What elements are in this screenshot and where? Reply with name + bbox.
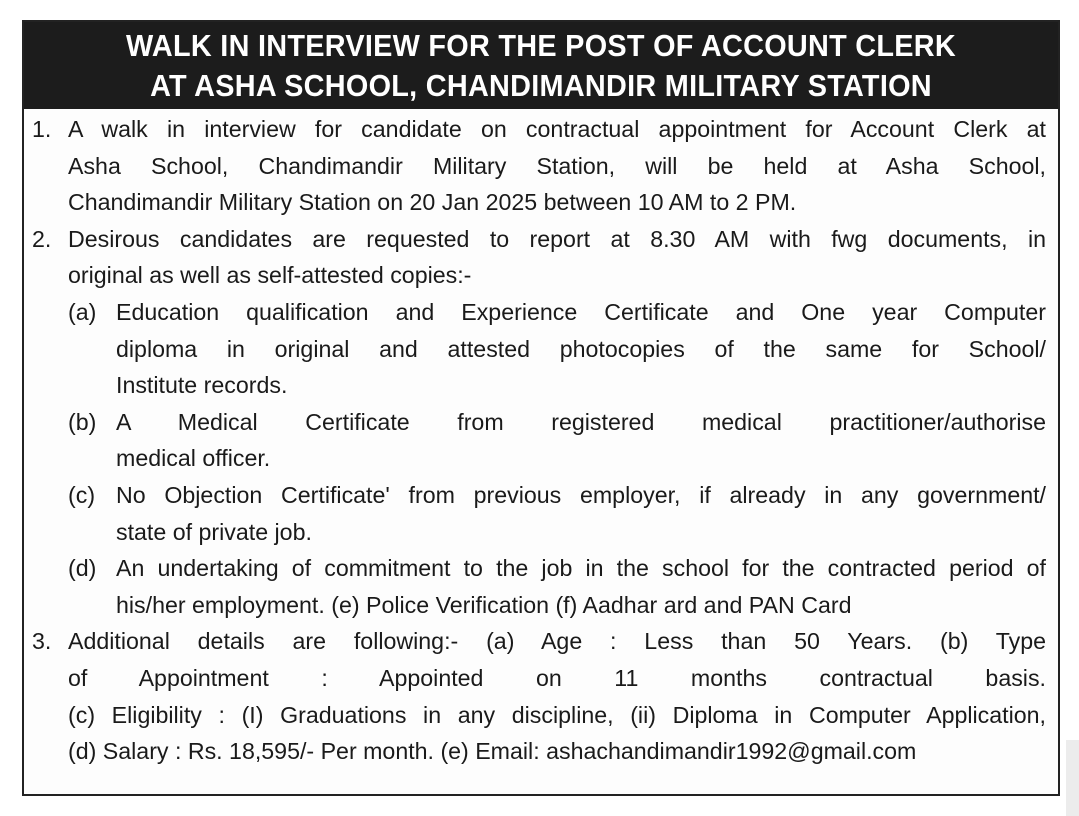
sub-item-line: A Medical Certificate from registered medical practitioner/authorise	[116, 408, 1046, 435]
ad-title	[60, 22, 1022, 109]
sub-item-b	[32, 404, 1046, 477]
paragraph-line: Additional details are following:- (a) Age : Less than 50 Years. (b) Type	[68, 628, 1046, 655]
paragraph-3	[32, 623, 1046, 769]
sub-item-line: state of private job.	[116, 518, 312, 545]
sub-item-number: (b)	[68, 408, 97, 435]
paragraph-line: A walk in interview for candidate on contractual appointment for Account Clerk at	[68, 116, 1046, 142]
sub-item-number: (d)	[68, 555, 97, 582]
title-line-1: WALK IN INTERVIEW FOR THE POST OF ACCOUNT CLERK	[126, 28, 956, 63]
sub-item-d	[32, 550, 1046, 623]
sub-item-line: No Objection Certificate' from previous employer, if already in any government/	[116, 481, 1046, 508]
paragraph-number: 1.	[32, 116, 52, 142]
advertisement-box	[22, 20, 1060, 796]
sub-item-number: (a)	[68, 298, 97, 325]
paragraph-line: (c) Eligibility : (I) Graduations in any discipline, (ii) Diploma in Computer Application,	[68, 701, 1046, 728]
sub-item-number: (c)	[68, 481, 96, 508]
header-bar	[24, 22, 1058, 109]
paragraph-line: (d) Salary : Rs. 18,595/- Per month. (e) Email: ashachandimandir1992@gmail.com	[68, 738, 917, 765]
sub-item-line: An undertaking of commitment to the job in the school for the contracted period of	[116, 555, 1046, 582]
paragraph-2	[32, 221, 1046, 294]
paragraph-1	[32, 111, 1046, 221]
paragraph-number: 2.	[32, 225, 52, 252]
sub-item-line: diploma in original and attested photocopies of the same for School/	[116, 335, 1046, 362]
paragraph-line: original as well as self-attested copies:-	[68, 262, 472, 289]
paragraph-line: of Appointment : Appointed on 11 months contractual basis.	[68, 664, 1046, 691]
sub-item-line: medical officer.	[116, 445, 271, 472]
paragraph-line: Desirous candidates are requested to report at 8.30 AM with fwg documents, in	[68, 225, 1046, 252]
sub-item-line: his/her employment. (e) Police Verification (f) Aadhar ard and PAN Card	[116, 591, 852, 618]
paragraph-line: Chandimandir Military Station on 20 Jan 2025 between 10 AM to 2 PM.	[68, 189, 797, 216]
paragraph-line: Asha School, Chandimandir Military Station, will be held at Asha School,	[68, 152, 1046, 179]
sub-item-line: Institute records.	[116, 372, 288, 399]
title-line-2: AT ASHA SCHOOL, CHANDIMANDIR MILITARY STATION	[150, 68, 932, 103]
page-edge-shadow	[1066, 740, 1079, 816]
sub-item-a	[32, 294, 1046, 404]
sub-item-c	[32, 477, 1046, 550]
ad-body	[24, 109, 1058, 770]
sub-item-line: Education qualification and Experience Certificate and One year Computer	[116, 298, 1046, 325]
paragraph-number: 3.	[32, 628, 52, 655]
